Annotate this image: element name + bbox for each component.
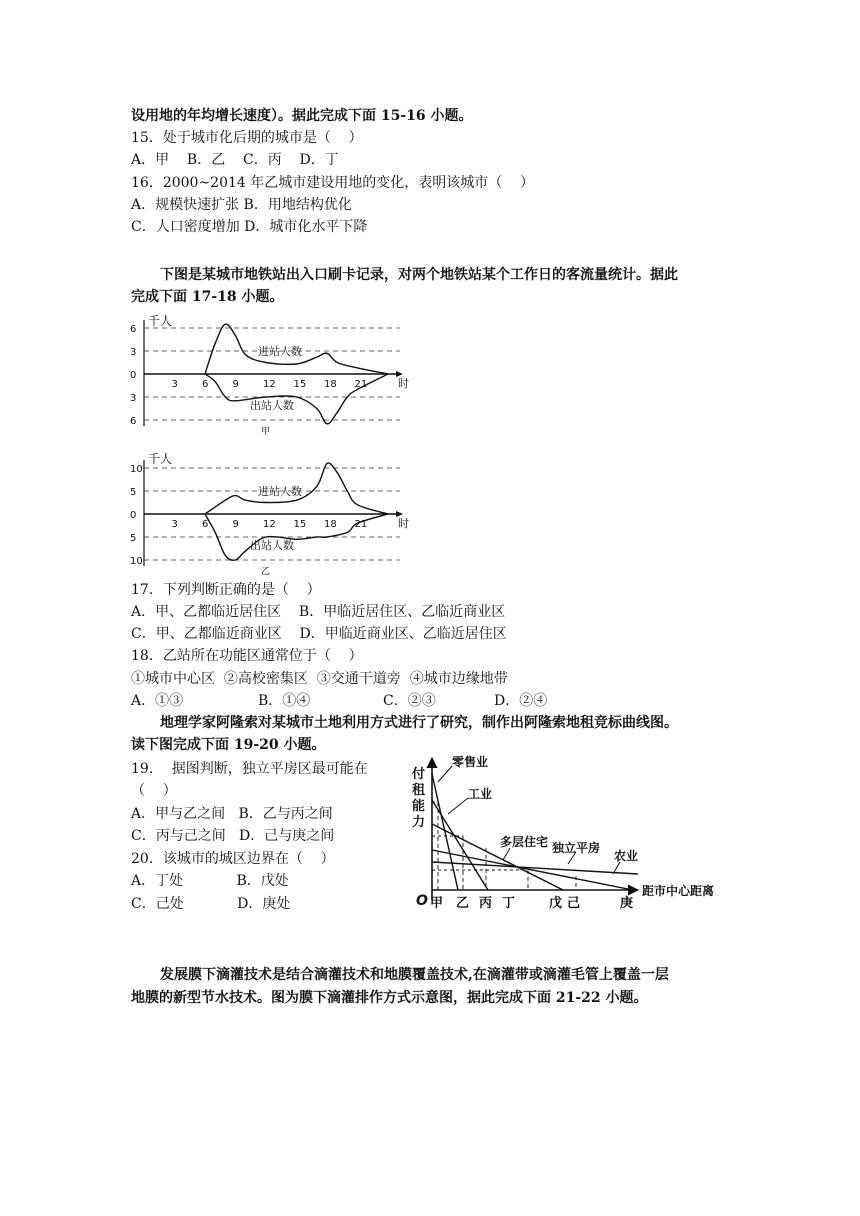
chart-jia-x-tick-label: 6 [202, 379, 209, 390]
chart-yi-x-tick-label: 18 [324, 519, 337, 530]
intro-line: 设用地的年均增长速度）。据此完成下面 15-16 小题。 [131, 108, 473, 124]
paragraph-drip-2: 地膜的新型节水技术。图为膜下滴灌排作方式示意图，据此完成下面 21-22 小题。 [131, 990, 648, 1006]
chart-jia-x-tick-label: 18 [324, 379, 337, 390]
chart-yi-caption: 乙 [261, 567, 271, 577]
paragraph-subway-2: 完成下面 17-18 小题。 [131, 289, 284, 305]
bid-rent-xlabel: 距市中心距离 [642, 884, 715, 898]
bid-rent-ylabel-1: 付 [412, 767, 426, 782]
label-detached-housing: 独立平房 [552, 841, 601, 855]
chart-jia-y-tick-label: 6 [130, 416, 137, 427]
chart-jia-x-tick-label: 21 [354, 379, 368, 390]
chart-jia-caption: 甲 [261, 427, 271, 437]
question-20-options-ab: A．丁处 B．戊处 [131, 873, 289, 889]
chart-station-jia [128, 310, 418, 435]
curve-retail [432, 774, 458, 890]
chart-jia-y-tick-label: 3 [130, 393, 137, 404]
chart-yi-label-outbound: 出站人数 [250, 539, 294, 552]
chart-yi-x-tick-label: 3 [171, 519, 178, 530]
chart-jia-y-tick-label: 3 [130, 347, 137, 358]
question-16-options-cd: C．人口密度增加 D．城市化水平下降 [131, 219, 368, 235]
paragraph-alonso-1: 地理学家阿隆索对某城市土地利用方式进行了研究，制作出阿隆索地租竞标曲线图。 [160, 715, 678, 731]
paragraph-subway-1: 下图是某城市地铁站出入口刷卡记录，对两个地铁站某个工作日的客流量统计。据此 [160, 267, 678, 283]
bid-rent-ylabel-4: 力 [412, 815, 426, 830]
question-19-options-cd: C．丙与己之间 D．己与庚之间 [131, 828, 335, 844]
chart-yi-y-tick-label: 10 [130, 464, 143, 475]
chart-yi-x-tick-label: 9 [232, 519, 239, 530]
chart-jia-y-tick-label: 0 [130, 370, 137, 381]
chart-yi-ylabel: 千人 [148, 452, 173, 466]
x-label-yi: 乙 [456, 896, 470, 911]
label-agriculture: 农业 [614, 849, 639, 863]
label-retail: 零售业 [452, 755, 489, 769]
question-18-option-c: C．②③ [383, 693, 436, 709]
chart-yi-y-tick-label: 0 [130, 510, 137, 521]
question-17-options-cd: C．甲、乙都临近商业区 D．甲临近商业区、乙临近居住区 [131, 626, 507, 642]
question-20: 20．该城市的城区边界在（ ） [131, 851, 335, 867]
chart-jia-x-tick-label: 9 [232, 379, 239, 390]
chart-station-yi [128, 450, 418, 575]
x-label-jia: 甲 [430, 896, 444, 911]
chart-bid-rent [408, 752, 738, 912]
x-label-ji: 己 [567, 896, 581, 911]
chart-jia-x-tick-label: 15 [293, 379, 307, 390]
curve-multistory-housing [432, 824, 563, 890]
question-17-options-ab: A．甲、乙都临近居住区 B．甲临近居住区、乙临近商业区 [131, 604, 506, 620]
paragraph-alonso-2: 读下图完成下面 19-20 小题。 [131, 737, 326, 753]
question-15: 15．处于城市化后期的城市是（ ） [131, 130, 363, 146]
question-15-options: A．甲 B．乙 C．丙 D．丁 [131, 152, 339, 168]
label-multistory-housing: 多层住宅 [500, 835, 549, 849]
question-18-items: ①城市中心区 ②高校密集区 ③交通干道旁 ④城市边缘地带 [131, 671, 508, 687]
bid-rent-ylabel-2: 租 [412, 783, 426, 798]
chart-yi-x-tick-label: 21 [354, 519, 368, 530]
chart-jia-ylabel: 千人 [148, 314, 173, 328]
chart-yi-y-tick-label: 10 [130, 556, 143, 567]
question-16-options-ab: A．规模快速扩张 B．用地结构优化 [131, 197, 352, 213]
chart-jia-label-inbound: 进站人数 [258, 345, 302, 358]
chart-yi-xlabel: 时 [398, 517, 409, 530]
question-18: 18．乙站所在功能区通常位于（ ） [131, 648, 363, 664]
question-19: 19． 据图判断，独立平房区最可能在 [131, 761, 368, 777]
chart-yi-y-tick-label: 5 [130, 533, 137, 544]
question-18-option-b: B．①④ [258, 693, 311, 709]
question-19-paren: （ ） [131, 783, 177, 799]
chart-jia-xlabel: 时 [398, 377, 409, 390]
question-17: 17．下列判断正确的是（ ） [131, 582, 321, 598]
curve-industry [432, 800, 488, 890]
bid-rent-ylabel-3: 能 [412, 799, 426, 814]
x-label-geng: 庚 [620, 896, 634, 911]
question-18-option-a: A．①③ [131, 693, 184, 709]
chart-jia-x-tick-label: 3 [171, 379, 178, 390]
chart-yi-y-tick-label: 5 [130, 487, 137, 498]
chart-yi-x-tick-label: 15 [293, 519, 307, 530]
question-20-options-cd: C．己处 D．庚处 [131, 896, 291, 912]
x-label-ding: 丁 [502, 896, 516, 911]
chart-yi-x-tick-label: 12 [263, 519, 276, 530]
chart-jia-x-tick-label: 12 [263, 379, 276, 390]
label-industry: 工业 [468, 787, 493, 801]
chart-yi-x-tick-label: 6 [202, 519, 209, 530]
chart-yi-label-inbound: 进站人数 [258, 485, 302, 498]
chart-jia-y-tick-label: 6 [130, 324, 137, 335]
x-label-bing: 丙 [479, 896, 493, 911]
paragraph-drip-1: 发展膜下滴灌技术是结合滴灌技术和地膜覆盖技术,在滴灌带或滴灌毛管上覆盖一层 [160, 967, 669, 983]
origin-label: O [416, 893, 428, 909]
question-19-options-ab: A．甲与乙之间 B．乙与丙之间 [131, 806, 333, 822]
chart-jia-label-outbound: 出站人数 [250, 399, 294, 412]
x-label-wu: 戊 [549, 896, 563, 911]
question-16: 16．2000~2014 年乙城市建设用地的变化，表明该城市（ ） [131, 175, 535, 191]
question-18-option-d: D．②④ [494, 693, 548, 709]
